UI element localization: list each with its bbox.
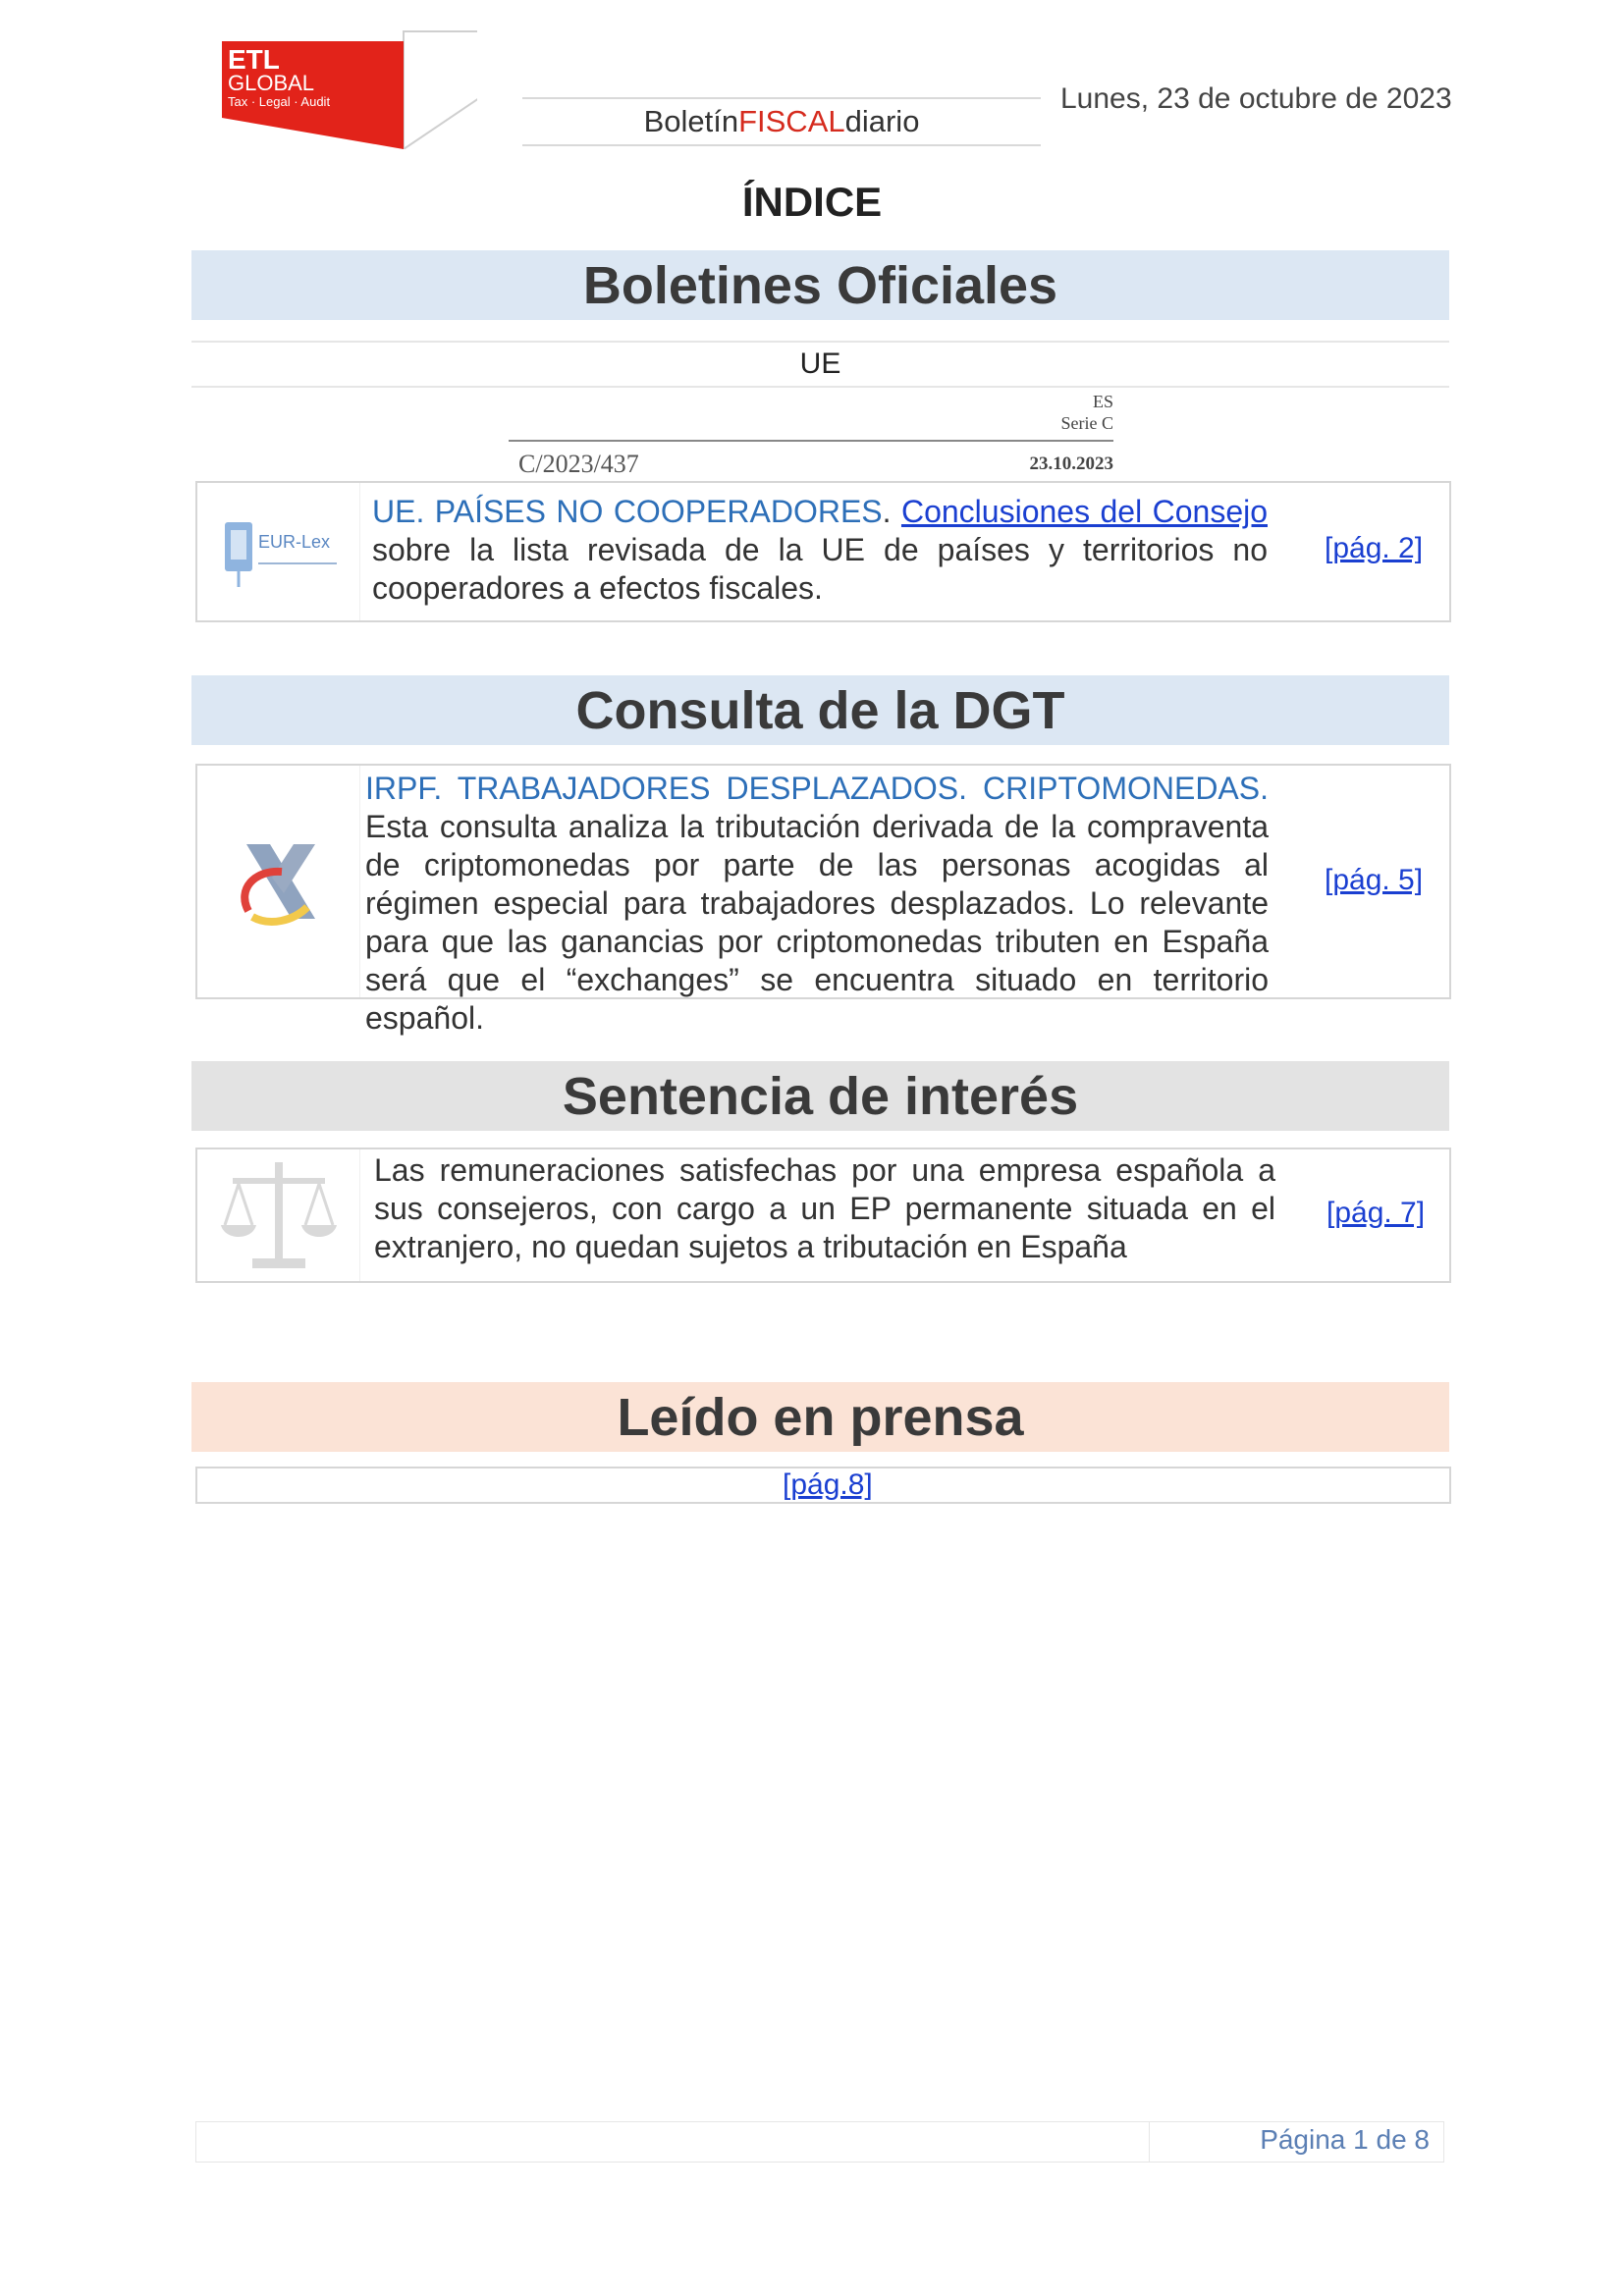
page-link-5[interactable]: [pág. 5] bbox=[1325, 864, 1424, 896]
conclusiones-link[interactable]: Conclusiones del Consejo bbox=[900, 494, 1269, 529]
page-link-8[interactable]: [pág.8] bbox=[783, 1468, 873, 1501]
page-number: Página 1 de 8 bbox=[1260, 2124, 1430, 2155]
eu-journal-header bbox=[509, 389, 1113, 483]
card-dgt-body: Esta consulta analiza la tributación derivada de la compraventa de criptomonedas por parte de las personas acogidas al régimen especial para trabajadores desplazados. Lo relevante para que las ganancias por criptomonedas tributen en España será que el “exchanges” se encuentra situado en territorio español. bbox=[365, 809, 1269, 1036]
eur-lex-icon bbox=[197, 483, 360, 620]
section-title-prensa: Leído en prensa bbox=[191, 1382, 1449, 1452]
card-dgt bbox=[195, 764, 1451, 1036]
eu-lang: ES bbox=[1092, 392, 1113, 411]
logo-line-1: ETL bbox=[228, 44, 280, 75]
section-title-boletines: Boletines Oficiales bbox=[191, 250, 1449, 320]
bulletin-title bbox=[522, 97, 1041, 146]
index-title: ÍNDICE bbox=[741, 179, 883, 225]
section-subtitle-ue: UE bbox=[191, 341, 1449, 388]
card-ue-text: UE. PAÍSES NO COOPERADORES. Conclusiones del Consejo sobre la lista revisada de la UE de países y territorios no cooperadores a efectos fiscales. bbox=[372, 494, 1269, 606]
card-sentencia bbox=[195, 1148, 1451, 1283]
eu-ref: C/2023/437 bbox=[518, 450, 639, 478]
bulletin-title-highlight: FISCAL bbox=[738, 104, 845, 138]
card-dgt-keyword: IRPF. TRABAJADORES DESPLAZADOS. CRIPTOMONEDAS. bbox=[365, 771, 1269, 806]
card-dgt-text bbox=[365, 770, 1269, 1038]
header-date: Lunes, 23 de octubre de 2023 bbox=[1060, 82, 1452, 115]
logo-line-3: Tax · Legal · Audit bbox=[228, 94, 331, 109]
page-link-7[interactable]: [pág. 7] bbox=[1326, 1197, 1426, 1229]
card-ue-paises bbox=[195, 481, 1451, 622]
eu-date: 23.10.2023 bbox=[1029, 454, 1113, 474]
bulletin-title-suffix: diario bbox=[844, 104, 920, 138]
footer bbox=[195, 2121, 1444, 2163]
section-title-dgt: Consulta de la DGT bbox=[191, 675, 1449, 745]
card-prensa bbox=[195, 1467, 1451, 1504]
eu-serie: Serie C bbox=[1060, 413, 1113, 433]
card-ue-body: sobre la lista revisada de la UE de países y territorios no cooperadores a efectos fiscales. bbox=[372, 532, 1268, 606]
agencia-tributaria-icon bbox=[197, 766, 360, 997]
etl-global-logo bbox=[222, 29, 477, 149]
logo-line-2: GLOBAL bbox=[228, 71, 315, 95]
card-ue-keyword: UE. PAÍSES NO COOPERADORES bbox=[372, 494, 883, 529]
bulletin-title-prefix: Boletín bbox=[643, 104, 739, 138]
card-sentencia-text: Las remuneraciones satisfechas por una empresa española a sus consejeros, con cargo a un EP permanente situada en el extranjero, no quedan sujetos a tributación en España bbox=[374, 1152, 1275, 1264]
scales-of-justice-icon bbox=[197, 1149, 360, 1281]
page-link-2[interactable]: [pág. 2] bbox=[1325, 532, 1424, 564]
svg-text:EUR-Lex: EUR-Lex bbox=[257, 532, 330, 552]
section-title-sentencia: Sentencia de interés bbox=[191, 1061, 1449, 1131]
